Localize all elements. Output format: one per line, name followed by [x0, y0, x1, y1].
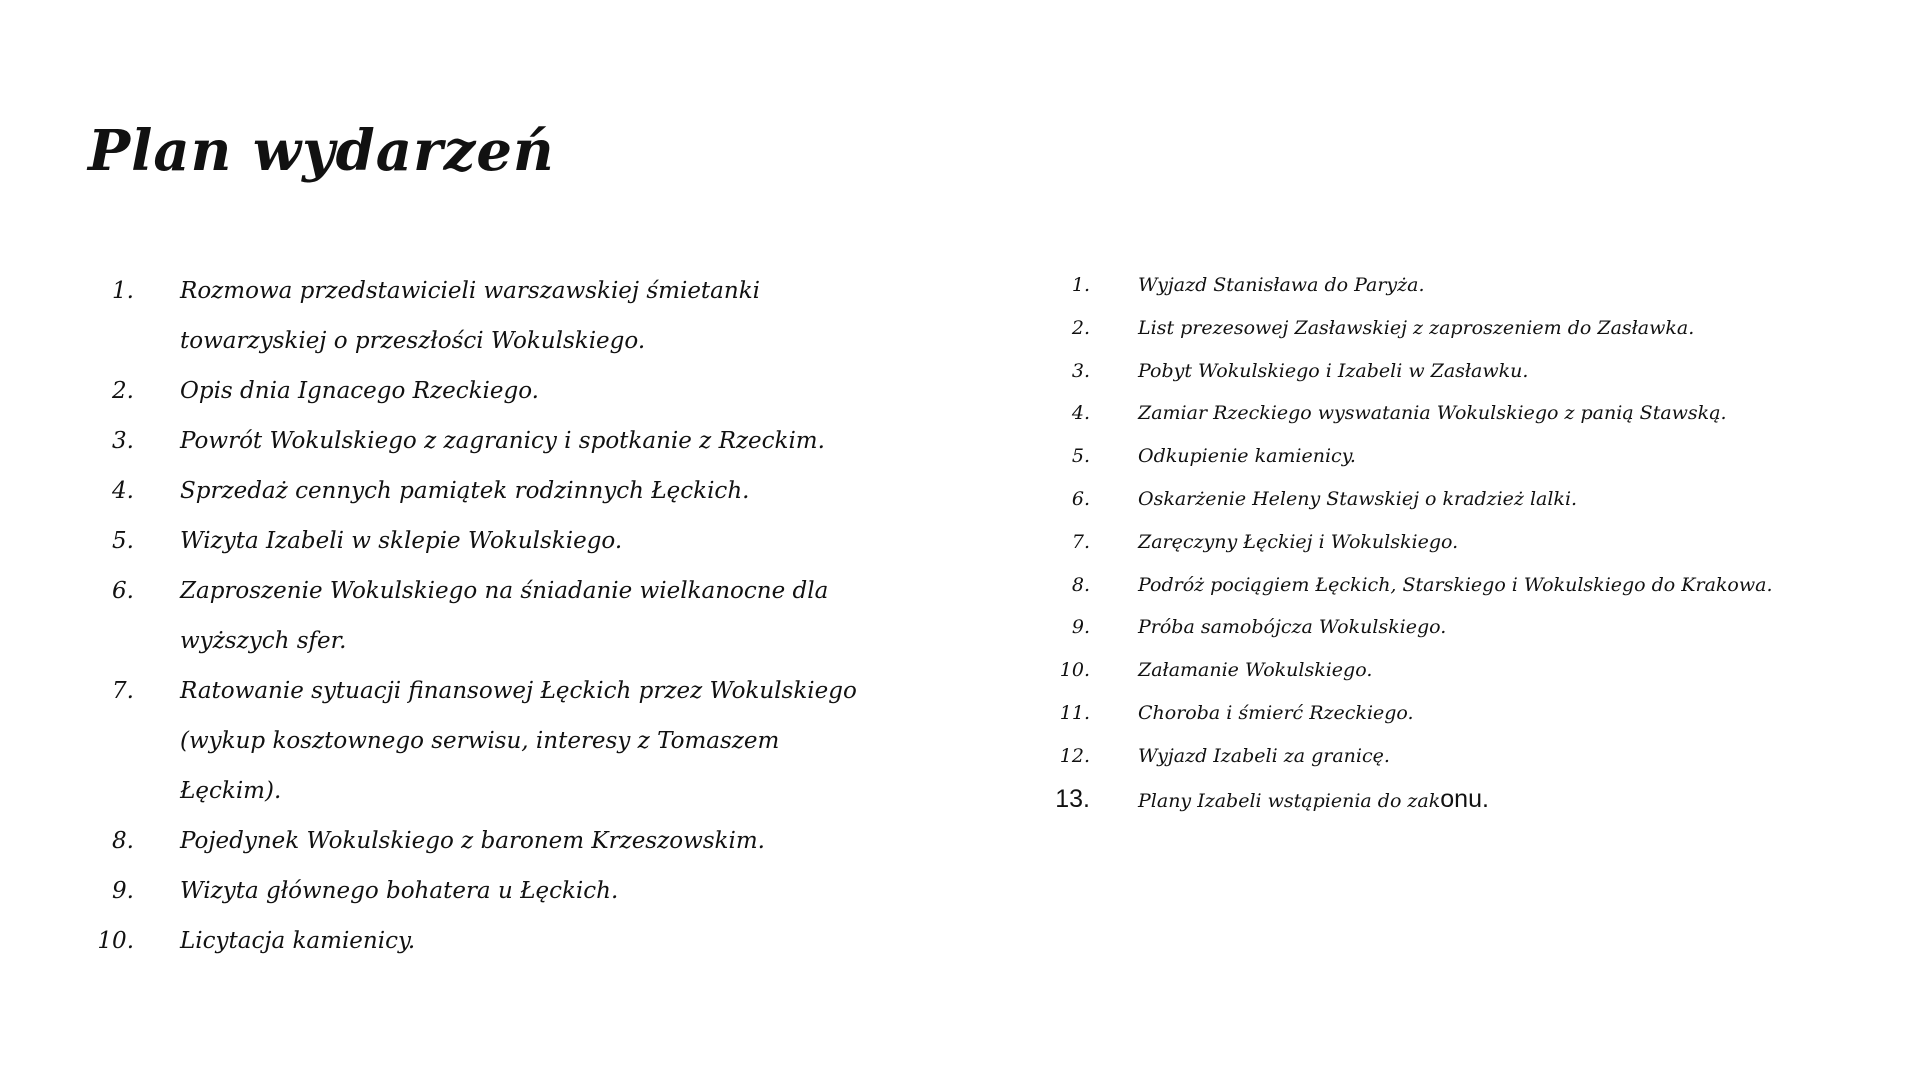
- list-item: [1052, 606, 1872, 649]
- item-text-plain: onu.: [1440, 784, 1489, 813]
- item-text: Wizyta Izabeli w sklepie Wokulskiego.: [180, 528, 623, 554]
- list-item: [1052, 350, 1872, 393]
- events-list-left: [96, 266, 896, 966]
- item-text: Ratowanie sytuacji finansowej Łęckich przez Wokulskiego (wykup kosztownego serwisu, interesy z Tomaszem Łęckim).: [180, 678, 857, 804]
- list-item: [96, 566, 896, 666]
- item-text: Powrót Wokulskiego z zagranicy i spotkanie z Rzeckim.: [180, 428, 825, 454]
- item-number: 8.: [112, 828, 134, 854]
- item-number: 5.: [112, 528, 134, 554]
- item-number: 1.: [112, 278, 134, 304]
- list-item: [1052, 564, 1872, 607]
- item-number: 2.: [1071, 316, 1090, 339]
- item-text: Wizyta głównego bohatera u Łęckich.: [180, 878, 619, 904]
- item-text: Pobyt Wokulskiego i Izabeli w Zasławku.: [1138, 359, 1529, 382]
- list-item: [96, 266, 896, 366]
- item-text: Licytacja kamienicy.: [180, 928, 416, 954]
- item-number: 10.: [1059, 659, 1090, 682]
- item-text-script: Plany Izabeli wstąpienia do zak: [1138, 789, 1441, 812]
- item-number: 9.: [1071, 616, 1090, 639]
- item-text: Choroba i śmierć Rzeckiego.: [1138, 701, 1414, 724]
- list-item: [1052, 521, 1872, 564]
- page-title: Plan wydarzeń: [88, 118, 555, 184]
- item-number: 3.: [112, 428, 134, 454]
- list-item: [96, 666, 896, 816]
- item-text: Podróż pociągiem Łęckich, Starskiego i Wokulskiego do Krakowa.: [1138, 573, 1773, 596]
- list-item: [1052, 735, 1872, 778]
- item-text: Zaręczyny Łęckiej i Wokulskiego.: [1138, 530, 1459, 553]
- list-item: [1052, 307, 1872, 350]
- list-item: [96, 866, 896, 916]
- list-item: [96, 366, 896, 416]
- list-item: [1052, 264, 1872, 307]
- item-text: Odkupienie kamienicy.: [1138, 445, 1356, 468]
- item-text: Zaproszenie Wokulskiego na śniadanie wielkanocne dla wyższych sfer.: [180, 578, 829, 654]
- item-text: Oskarżenie Heleny Stawskiej o kradzież lalki.: [1138, 487, 1578, 510]
- list-item: [1052, 778, 1872, 823]
- item-text: Wyjazd Izabeli za granicę.: [1138, 744, 1390, 767]
- item-text: Zamiar Rzeckiego wyswatania Wokulskiego z panią Stawską.: [1138, 402, 1727, 425]
- events-list-right: [1052, 264, 1872, 822]
- list-item: [1052, 435, 1872, 478]
- item-text: Rozmowa przedstawicieli warszawskiej śmietanki towarzyskiej o przeszłości Wokulskiego.: [180, 278, 760, 354]
- item-number: 7.: [1071, 530, 1090, 553]
- item-number: 6.: [1071, 487, 1090, 510]
- item-number: 4.: [112, 478, 134, 504]
- item-number: 1.: [1071, 274, 1090, 296]
- item-number: 2.: [112, 378, 134, 404]
- list-item: [96, 516, 896, 566]
- item-text: List prezesowej Zasławskiej z zaproszeniem do Zasławka.: [1138, 316, 1695, 339]
- item-text: Sprzedaż cennych pamiątek rodzinnych Łęckich.: [180, 478, 750, 504]
- item-number: 11.: [1059, 701, 1090, 724]
- item-number: 4.: [1071, 402, 1090, 425]
- item-number: 6.: [112, 578, 134, 604]
- item-number: 5.: [1071, 445, 1090, 468]
- item-text: Pojedynek Wokulskiego z baronem Krzeszowskim.: [180, 828, 765, 854]
- item-number: 13.: [1055, 784, 1090, 813]
- list-item: [96, 916, 896, 966]
- list-item: [96, 816, 896, 866]
- item-number: 8.: [1071, 573, 1090, 596]
- list-item: [1052, 692, 1872, 735]
- list-item: [96, 416, 896, 466]
- item-text: Wyjazd Stanisława do Paryża.: [1138, 274, 1425, 296]
- item-text: [1138, 778, 1858, 823]
- item-number: 9.: [112, 878, 134, 904]
- item-number: 12.: [1059, 744, 1090, 767]
- list-item: [1052, 649, 1872, 692]
- item-text: Próba samobójcza Wokulskiego.: [1138, 616, 1447, 639]
- item-number: 7.: [112, 678, 134, 704]
- item-number: 10.: [97, 928, 134, 954]
- list-item: [1052, 392, 1872, 435]
- list-item: [96, 466, 896, 516]
- item-text: Opis dnia Ignacego Rzeckiego.: [180, 378, 539, 404]
- item-text: Załamanie Wokulskiego.: [1138, 659, 1373, 682]
- item-number: 3.: [1071, 359, 1090, 382]
- list-item: [1052, 478, 1872, 521]
